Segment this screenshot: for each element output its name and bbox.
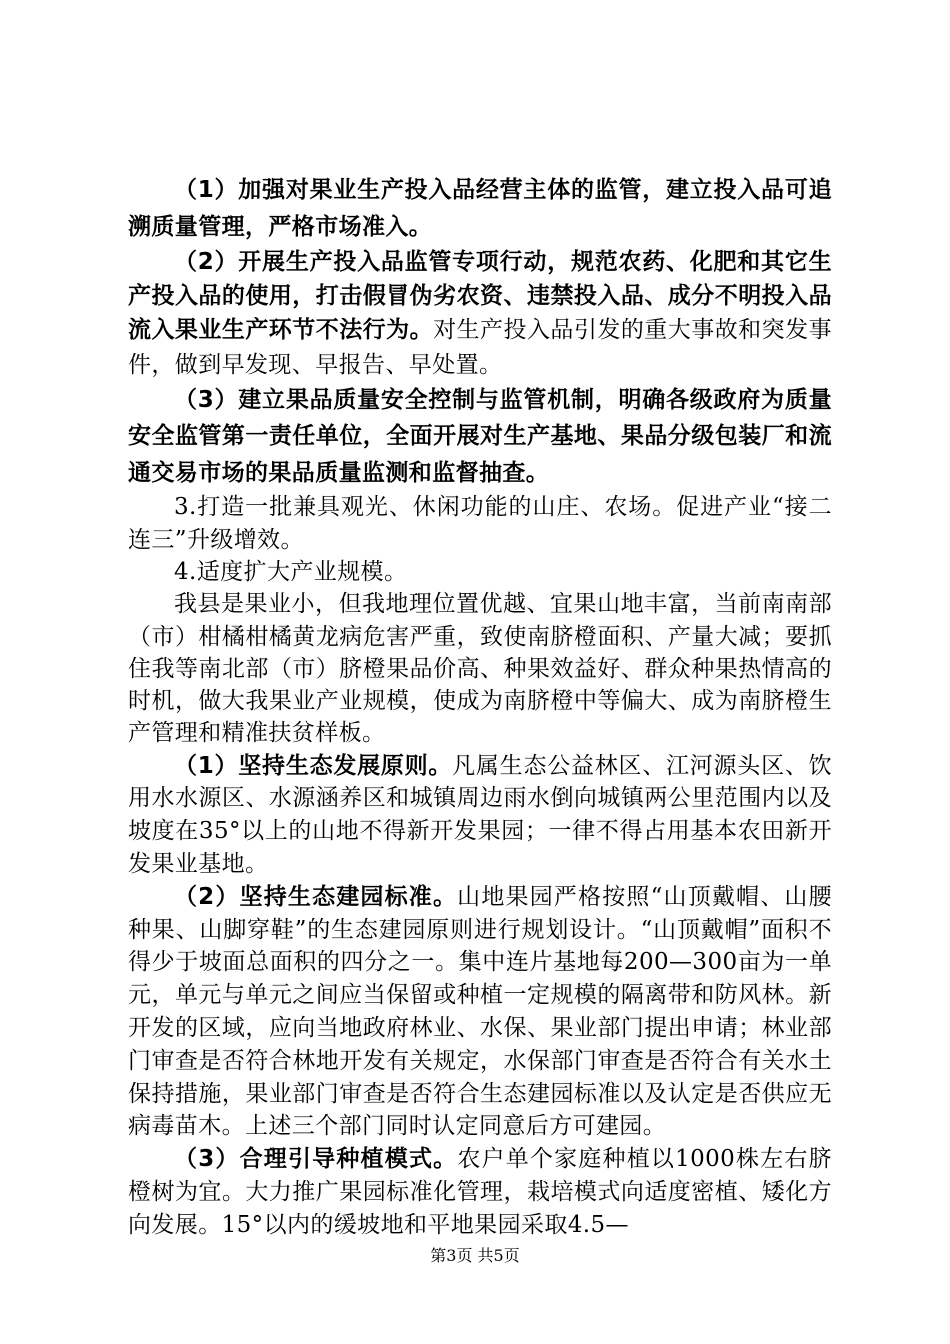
paragraph-bold-text: （3）合理引导种植模式。 (174, 1146, 458, 1173)
paragraph-special-action (128, 245, 832, 382)
paragraph-ecological-principle (128, 750, 832, 881)
paragraph-quality-control (128, 382, 832, 492)
page-footer (0, 1243, 950, 1266)
paragraph-input-supervision (128, 172, 832, 245)
page-number: 第3页 共5页 (430, 1246, 520, 1265)
paragraph-bold-text: （2）开展生产投入品监管专项行动，规范农药、化肥和其它生产投入品的使用，打击假冒伪劣农资、违禁投入品、成分不明投入品流入果业生产环节不法行为。 (128, 249, 832, 344)
paragraph-expand-details (128, 588, 832, 749)
paragraph-text: 4.适度扩大产业规模。 (174, 558, 408, 585)
paragraph-build-farms (128, 491, 832, 556)
paragraph-text: 我县是果业小，但我地理位置优越、宜果山地丰富，当前南南部（市）柑橘柑橘黄龙病危害严重，致使南脐橙面积、产量大减；要抓住我等南北部（市）脐橙果品价高、种果效益好、群众种果热情高的时机，做大我果业产业规模，使成为南脐橙中等偏大、成为南脐橙生产管理和精准扶贫样板。 (128, 591, 832, 747)
paragraph-normal-text: 对生产投入品引发的重大事故和突发事件，做到早发现、早报告、早处置。 (128, 317, 832, 378)
paragraph-normal-text: 凡属生态公益林区、江河源头区、饮用水水源区、水源涵养区和城镇周边雨水倒向城镇两公里范围内以及坡度在35°以上的山地不得新开发果园；一律不得占用基本农田新开发果业基地。 (128, 752, 832, 878)
paragraph-bold-text: （2）坚持生态建园标准。 (174, 883, 458, 910)
paragraph-ecological-standard (128, 881, 832, 1143)
paragraph-text: （1）加强对果业生产投入品经营主体的监管，建立投入品可追溯质量管理，严格市场准入。 (128, 177, 832, 240)
paragraph-expand-scale (128, 556, 832, 588)
paragraph-planting-model (128, 1143, 832, 1241)
document-body (128, 172, 832, 1242)
paragraph-text: 3.打造一批兼具观光、休闲功能的山庄、农场。促进产业“接二连三”升级增效。 (128, 494, 832, 553)
paragraph-bold-text: （1）坚持生态发展原则。 (174, 752, 453, 779)
paragraph-text: （3）建立果品质量安全控制与监管机制，明确各级政府为质量安全监管第一责任单位，全面开展对生产基地、果品分级包装厂和流通交易市场的果品质量监测和监督抽查。 (128, 386, 832, 486)
paragraph-normal-text: 农户单个家庭种植以1000株左右脐橙树为宜。大力推广果园标准化管理，栽培模式向适度密植、矮化方向发展。15°以内的缓坡地和平地果园采取4.5— (128, 1146, 832, 1238)
paragraph-normal-text: 山地果园严格按照“山顶戴帽、山腰种果、山脚穿鞋”的生态建园原则进行规划设计。“山顶戴帽”面积不得少于坡面总面积的四分之一。集中连片基地每200—300亩为一单元，单元与单元之间应当保留或种植一定规模的隔离带和防风林。新开发的区域，应向当地政府林业、水保、果业部门提出申请；林业部门审查是否符合林地开发有关规定，水保部门审查是否符合有关水土保持措施，果业部门审查是否符合生态建园标准以及认定是否供应无病毒苗木。上述三个部门同时认定同意后方可建园。 (128, 883, 832, 1140)
